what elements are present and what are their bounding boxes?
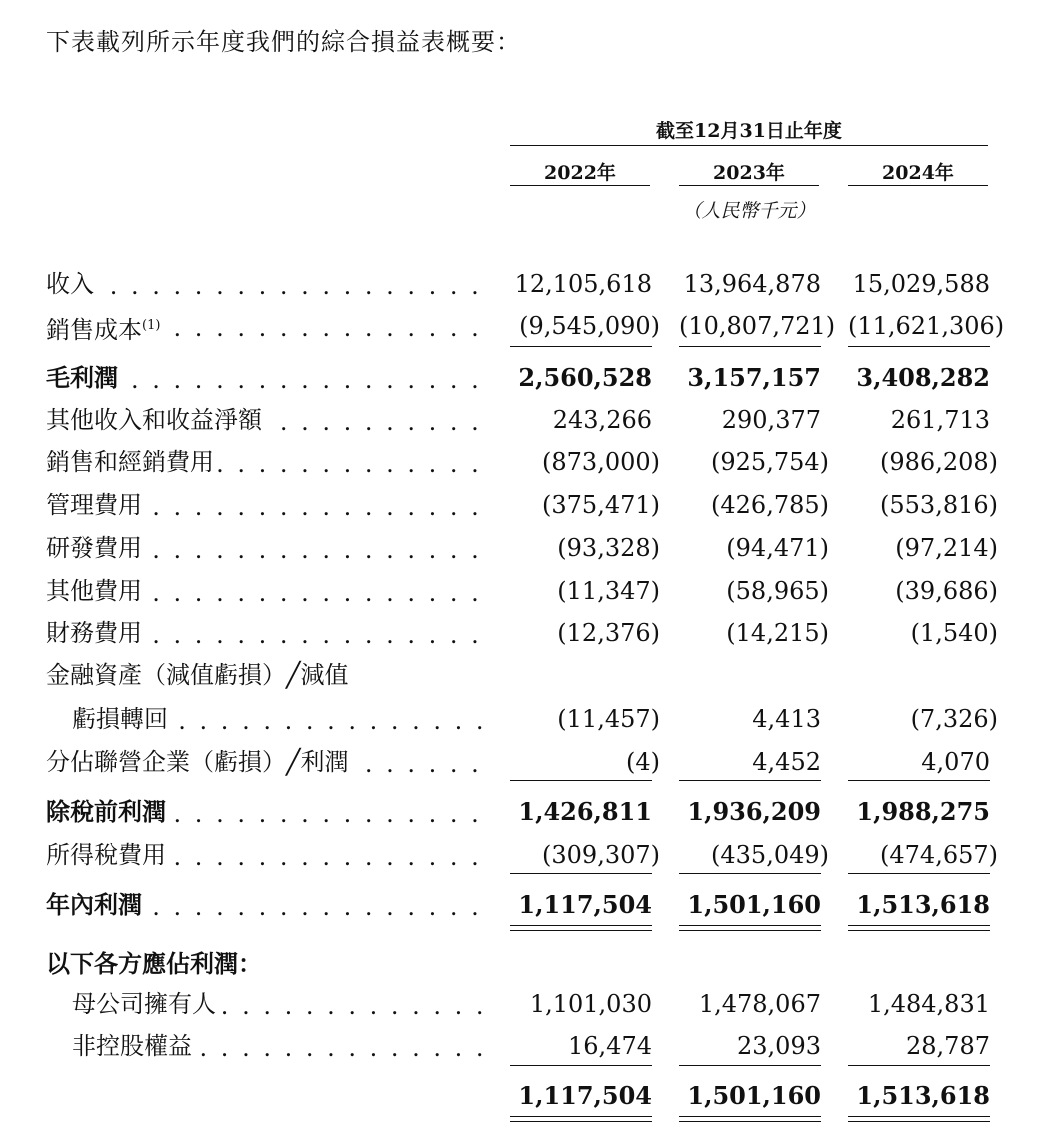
value-2023: 4,413 (752, 705, 821, 733)
value-2023: (426,785) (711, 491, 829, 519)
subtotal-rule-2023 (679, 873, 821, 874)
value-2022: (309,307) (542, 841, 660, 869)
value-2024: (1,540) (910, 619, 998, 647)
row-admin-expenses (0, 485, 1058, 525)
row-label: 金融資產（減值虧損）╱減值 (46, 655, 492, 695)
subtotal-rule-2022 (510, 780, 652, 781)
row-label: 研發費用 . . . (46, 528, 492, 568)
total-double-rule-2023 (679, 1116, 821, 1122)
value-2024: (39,686) (895, 577, 998, 605)
row-total (0, 1076, 1058, 1116)
row-label: 毛利潤 . . . (46, 358, 492, 398)
value-2023: 1,936,209 (687, 797, 821, 826)
value-2022: (4) (626, 748, 660, 776)
value-2022: (873,000) (542, 448, 660, 476)
row-owners-of-parent (0, 984, 1058, 1024)
value-2024: 3,408,282 (856, 363, 990, 392)
value-2023: (925,754) (711, 448, 829, 476)
unit-label: （人民幣千元） (682, 200, 816, 222)
value-2023: (58,965) (726, 577, 829, 605)
total-double-rule-2022 (510, 1116, 652, 1122)
row-label: 其他收入和收益淨額 . . . (46, 400, 492, 440)
subtotal-rule-2024 (848, 1065, 990, 1066)
row-label: 銷售成本$^{(1)}$ . . . (46, 306, 492, 346)
year-rule-2024 (848, 185, 988, 186)
value-2024: 1,513,618 (856, 890, 990, 919)
subtotal-rule-2023 (679, 780, 821, 781)
value-2022: 1,101,030 (529, 990, 652, 1018)
row-label: 除稅前利潤 . . . (46, 792, 492, 832)
value-2023: 23,093 (737, 1032, 821, 1060)
row-profit-for-year (0, 885, 1058, 925)
total-double-rule-2023 (679, 925, 821, 931)
row-other-expenses (0, 571, 1058, 611)
value-2022: 1,117,504 (518, 890, 652, 919)
value-2024: (7,326) (910, 705, 998, 733)
row-label: 收入 . . . (46, 264, 492, 304)
value-2022: (12,376) (557, 619, 660, 647)
value-2024: 261,713 (890, 406, 990, 434)
value-2022: 1,117,504 (518, 1081, 652, 1110)
year-rule-2023 (679, 185, 819, 186)
row-selling-expenses (0, 442, 1058, 482)
value-2024: 1,513,618 (856, 1081, 990, 1110)
row-label: 虧損轉回 . . . (72, 699, 492, 739)
value-2024: (474,657) (880, 841, 998, 869)
value-2024: (11,621,306) (848, 312, 1005, 340)
value-2023: (94,471) (726, 534, 829, 562)
value-2022: (93,328) (557, 534, 660, 562)
value-2024: (553,816) (880, 491, 998, 519)
value-2024: (97,214) (895, 534, 998, 562)
year-2023-header: 2023年 (713, 162, 785, 184)
value-2022: 1,426,811 (518, 797, 652, 826)
value-2022: 12,105,618 (514, 270, 652, 298)
row-cost-of-sales (0, 306, 1058, 346)
row-revenue (0, 264, 1058, 304)
row-non-controlling-interests (0, 1026, 1058, 1066)
value-2023: (14,215) (726, 619, 829, 647)
subtotal-rule-2024 (848, 780, 990, 781)
value-2024: 28,787 (906, 1032, 990, 1060)
row-label: 分佔聯營企業（虧損）╱利潤 . . . (46, 742, 492, 782)
value-2023: 13,964,878 (683, 270, 821, 298)
value-2022: 2,560,528 (518, 363, 652, 392)
row-label: 母公司擁有人 . . . (72, 984, 492, 1024)
value-2023: 4,452 (752, 748, 821, 776)
value-2022: (375,471) (542, 491, 660, 519)
value-2023: 1,501,160 (687, 890, 821, 919)
row-label: 其他費用 . . . (46, 571, 492, 611)
value-2023: 1,478,067 (698, 990, 821, 1018)
year-2024-header: 2024年 (882, 162, 954, 184)
row-gross-profit (0, 358, 1058, 398)
subtotal-rule-2022 (510, 346, 652, 347)
row-label: 非控股權益 . . . (72, 1026, 492, 1066)
subtotal-rule-2022 (510, 873, 652, 874)
row-impairment-heading (0, 655, 1058, 695)
row-other-income (0, 400, 1058, 440)
value-2024: (986,208) (880, 448, 998, 476)
subtotal-rule-2024 (848, 346, 990, 347)
subtotal-rule-2022 (510, 1065, 652, 1066)
value-2022: 243,266 (552, 406, 652, 434)
value-2023: 3,157,157 (687, 363, 821, 392)
subtotal-rule-2023 (679, 1065, 821, 1066)
period-header: 截至12月31日止年度 (656, 120, 842, 142)
value-2022: (9,545,090) (519, 312, 660, 340)
year-2022-header: 2022年 (544, 162, 616, 184)
value-2024: 4,070 (921, 748, 990, 776)
row-impairment (0, 699, 1058, 739)
total-double-rule-2022 (510, 925, 652, 931)
subtotal-rule-2023 (679, 346, 821, 347)
value-2023: (10,807,721) (679, 312, 836, 340)
row-label: 年內利潤 . . . (46, 885, 492, 925)
value-2023: 290,377 (721, 406, 821, 434)
value-2024: 15,029,588 (852, 270, 990, 298)
footnote-marker: (1) (142, 318, 161, 333)
row-label: 財務費用 . . . (46, 613, 492, 653)
value-2023: (435,049) (711, 841, 829, 869)
row-associates (0, 742, 1058, 782)
row-label: 以下各方應佔利潤： (46, 944, 492, 984)
value-2024: 1,484,831 (867, 990, 990, 1018)
row-label: 銷售和經銷費用 . . . (46, 442, 492, 482)
row-label: 所得稅費用 . . . (46, 835, 492, 875)
row-rnd-expenses (0, 528, 1058, 568)
row-label: 管理費用 . . . (46, 485, 492, 525)
period-rule (510, 145, 988, 146)
row-finance-costs (0, 613, 1058, 653)
row-income-tax (0, 835, 1058, 875)
value-2022: 16,474 (568, 1032, 652, 1060)
row-attributable-heading (0, 944, 1058, 984)
row-profit-before-tax (0, 792, 1058, 832)
value-2022: (11,457) (557, 705, 660, 733)
total-double-rule-2024 (848, 1116, 990, 1122)
value-2022: (11,347) (557, 577, 660, 605)
value-2024: 1,988,275 (856, 797, 990, 826)
year-rule-2022 (510, 185, 650, 186)
total-double-rule-2024 (848, 925, 990, 931)
value-2023: 1,501,160 (687, 1081, 821, 1110)
intro-text: 下表載列所示年度我們的綜合損益表概要： (46, 28, 521, 56)
subtotal-rule-2024 (848, 873, 990, 874)
